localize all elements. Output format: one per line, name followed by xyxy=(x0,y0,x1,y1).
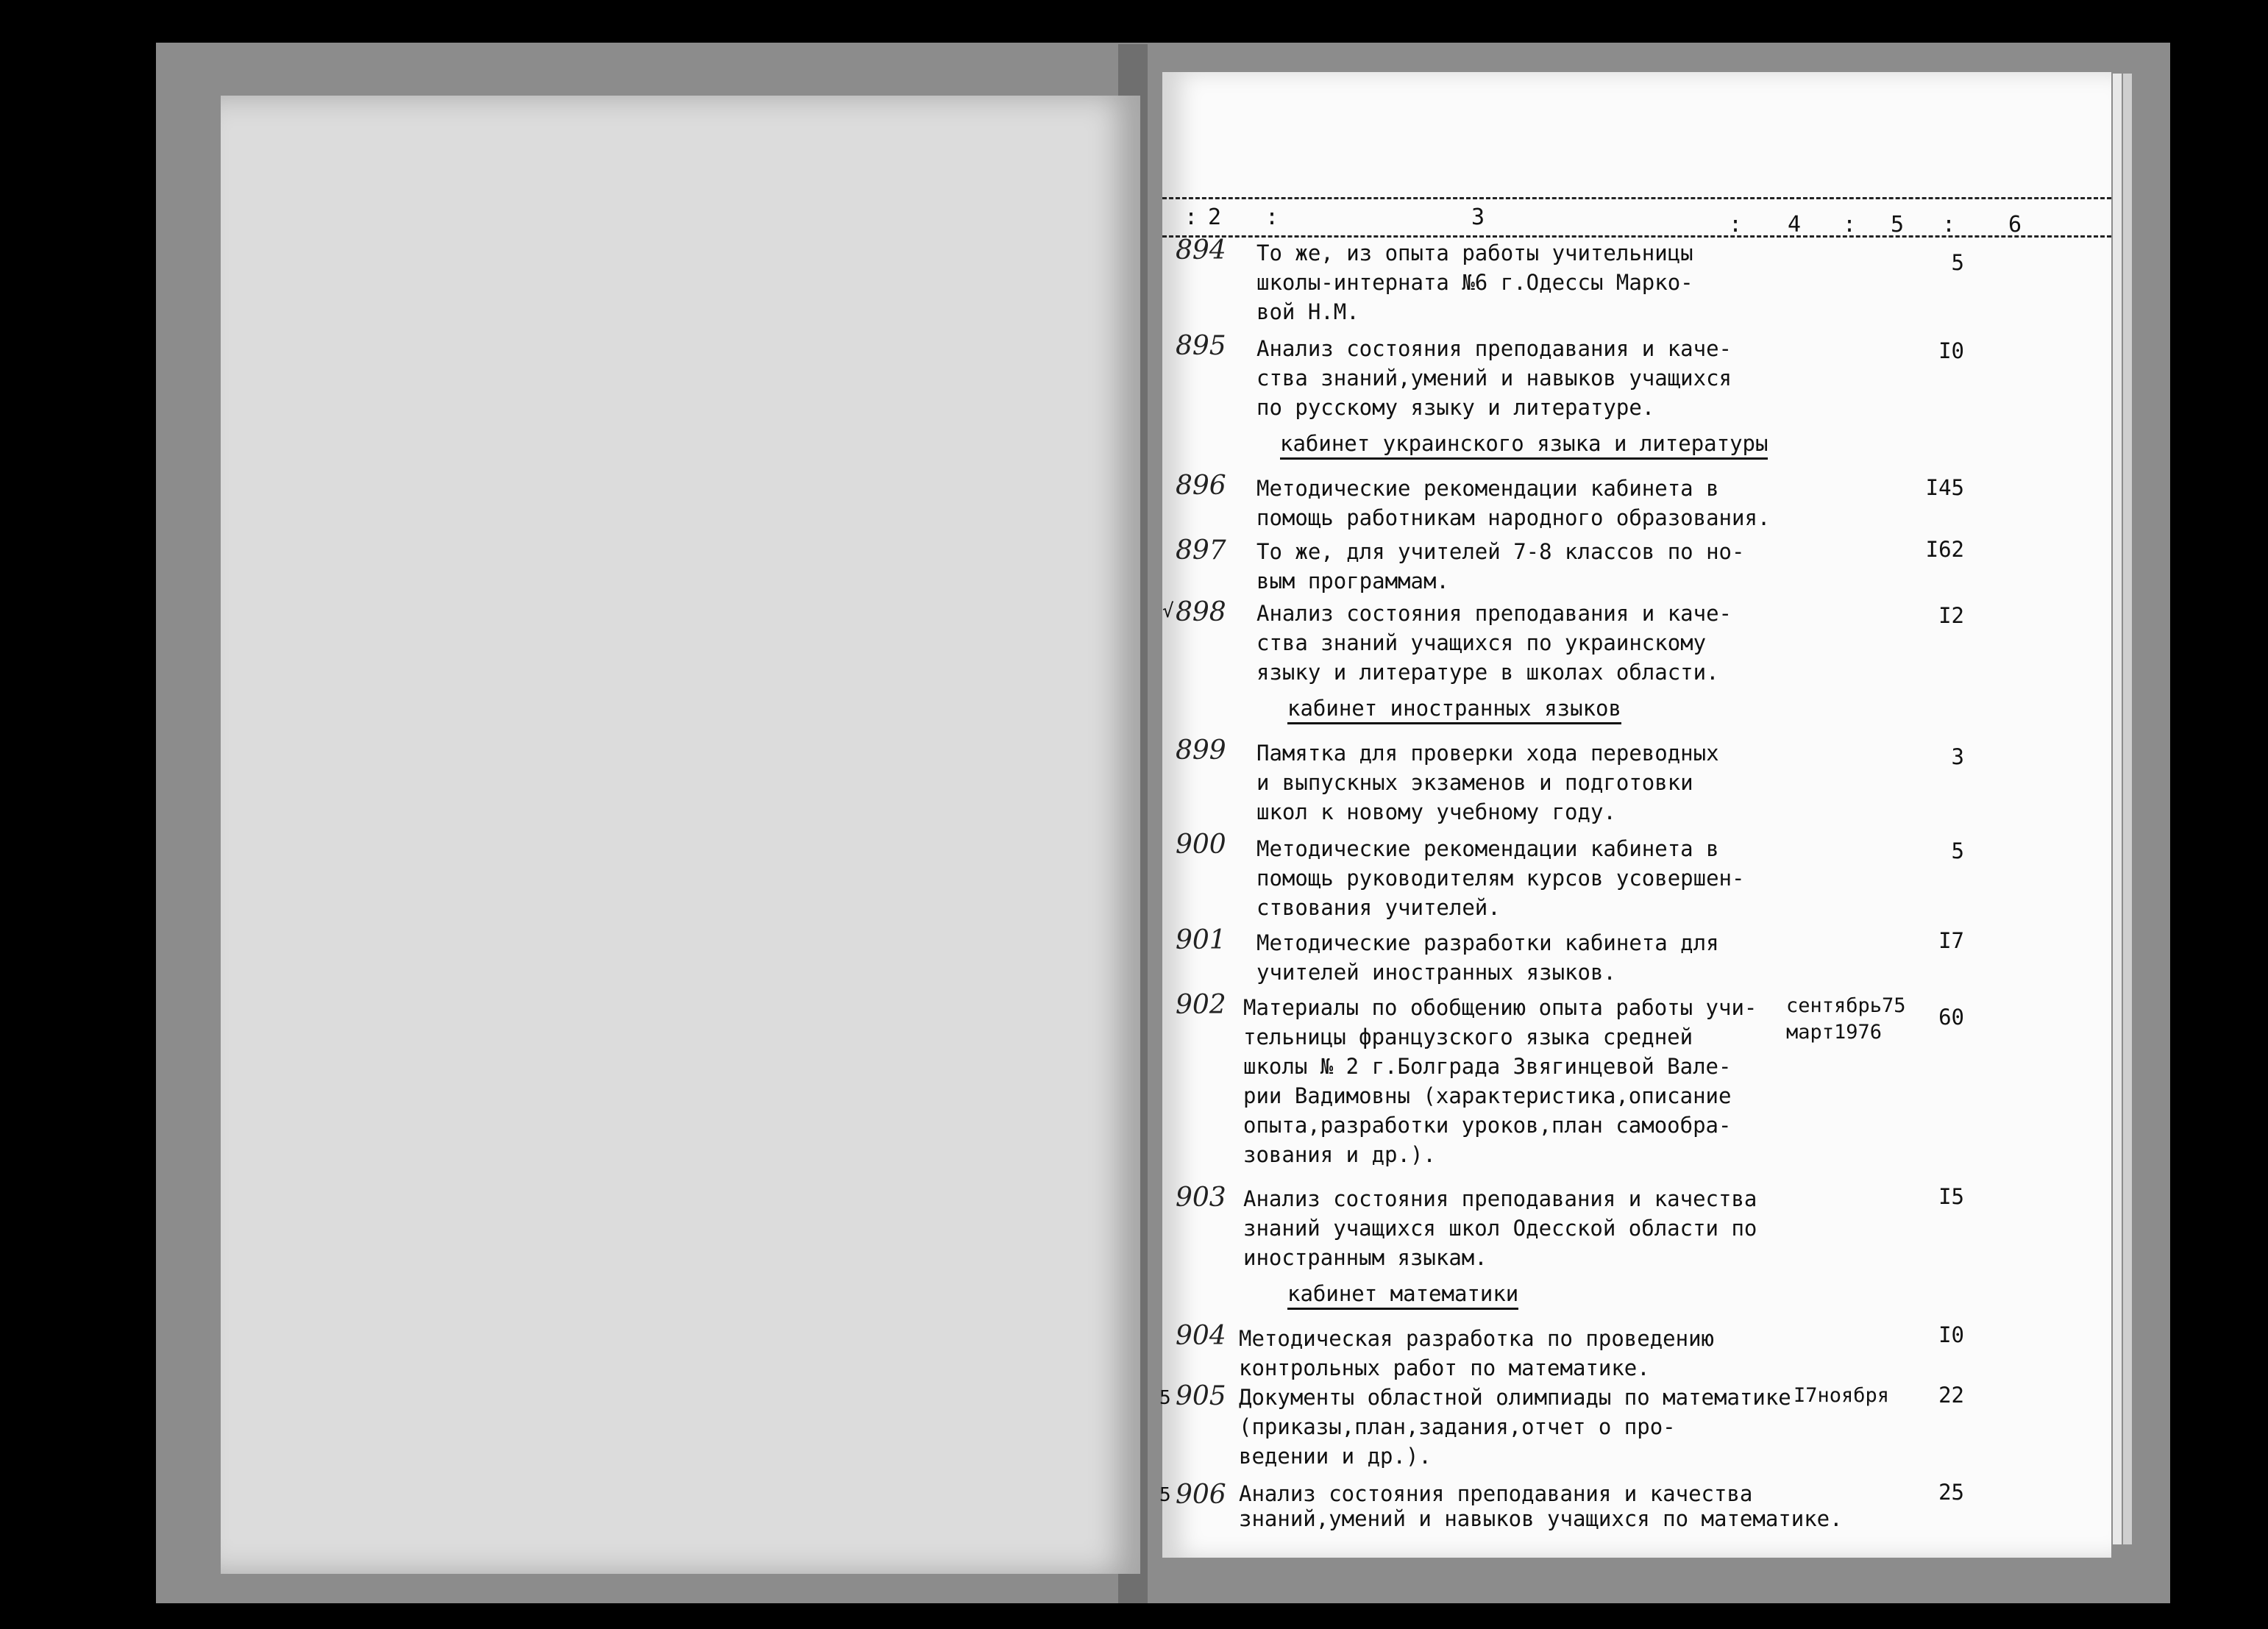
col-sep: : xyxy=(1265,204,1279,230)
section-heading: кабинет математики xyxy=(1287,1281,1518,1310)
margin-mark: 5 xyxy=(1159,1484,1171,1506)
entry-text: Анализ состояния преподавания и каче- ства знаний учащихся по украинскому языку и литературе в школах области. xyxy=(1256,601,1732,685)
entry-number: 901 xyxy=(1176,925,1226,955)
entry-date: I7ноября xyxy=(1794,1384,1890,1407)
entry-text: Методические рекомендации кабинета в помощь работникам народного образования. xyxy=(1256,476,1771,530)
entry-sheets: 3 xyxy=(1951,744,1964,769)
header-rule-top xyxy=(1162,197,2111,199)
col-2-head: 2 xyxy=(1208,204,1222,230)
entry-sheets: I2 xyxy=(1938,603,1964,628)
entry-sheets: I45 xyxy=(1925,475,1964,500)
entry-text: Документы областной олимпиады по математике (приказы,план,задания,отчет о про- ведении и др.). xyxy=(1239,1385,1791,1469)
page-edge xyxy=(2113,74,2122,1544)
entry-number: 897 xyxy=(1176,535,1226,566)
entry-text: Материалы по обобщению опыта работы учи- тельницы французского языка средней школы № 2 г.Болграда Звягинцевой Вале- рии Вадимовны (характеристика,описание опыта,разработки уроков,план самообра- зования и др.). xyxy=(1243,995,1757,1167)
entry-sheets: I62 xyxy=(1925,537,1964,562)
entry-number: 896 xyxy=(1176,471,1226,501)
entry-number: 906 xyxy=(1176,1480,1226,1510)
entry-sheets: I0 xyxy=(1938,1322,1964,1347)
col-sep: : xyxy=(1184,204,1198,230)
header-rule-bottom xyxy=(1162,235,2111,238)
col-sep: : xyxy=(1942,212,1956,238)
left-page-bleed-through xyxy=(221,96,1140,1574)
entry-sheets: I7 xyxy=(1938,928,1964,953)
col-sep: : xyxy=(1843,212,1857,238)
col-3-head: 3 xyxy=(1471,204,1485,230)
entry-text: Анализ состояния преподавания и каче- ства знаний,умений и навыков учащихся по русскому языку и литературе. xyxy=(1256,336,1732,420)
page-edge xyxy=(2123,74,2132,1544)
entry-number: 900 xyxy=(1176,830,1226,860)
entry-number: 902 xyxy=(1176,990,1226,1020)
margin-mark: 5 xyxy=(1159,1387,1171,1409)
col-sep: : xyxy=(1729,212,1743,238)
entry-sheets: 60 xyxy=(1938,1005,1964,1030)
entry-text: То же, из опыта работы учительницы школы-интерната №6 г.Одессы Марко- вой Н.М. xyxy=(1256,240,1693,324)
col-4-head: 4 xyxy=(1788,212,1802,238)
entry-sheets: I5 xyxy=(1938,1184,1964,1209)
col-6-head: 6 xyxy=(2008,212,2022,238)
right-page xyxy=(1159,72,2111,1558)
entry-sheets: I0 xyxy=(1938,338,1964,363)
entry-text: Методические рекомендации кабинета в помощь руководителям курсов усовершен- ствования учителей. xyxy=(1256,836,1745,920)
col-5-head: 5 xyxy=(1891,212,1905,238)
entry-text: Методические разработки кабинета для учителей иностранных языков. xyxy=(1256,930,1719,985)
section-heading: кабинет иностранных языков xyxy=(1287,696,1621,724)
entry-text: Методическая разработка по проведению контрольных работ по математике. xyxy=(1239,1326,1715,1380)
entry-text: Памятка для проверки хода переводных и выпускных экзаменов и подготовки школ к новому учебному году. xyxy=(1256,741,1719,824)
entry-number: 894 xyxy=(1176,235,1226,265)
entry-number: 898 xyxy=(1176,597,1226,627)
entry-sheets: 5 xyxy=(1951,838,1964,863)
section-heading: кабинет украинского языка и литературы xyxy=(1280,431,1768,460)
entry-number: 903 xyxy=(1176,1183,1226,1213)
entry-sheets: 22 xyxy=(1938,1383,1964,1408)
entry-number: 895 xyxy=(1176,331,1226,361)
entry-text: Анализ состояния преподавания и качества знаний учащихся школ Одесской области по иностранным языкам. xyxy=(1243,1186,1757,1270)
entry-number: 899 xyxy=(1176,735,1226,766)
entry-sheets: 25 xyxy=(1938,1480,1964,1505)
left-page xyxy=(221,96,1140,1574)
entry-number: 904 xyxy=(1176,1321,1226,1351)
entry-number: 905 xyxy=(1176,1381,1226,1411)
entry-text: То же, для учителей 7-8 классов по но- вым программам. xyxy=(1256,539,1745,594)
margin-mark: √ xyxy=(1162,600,1174,622)
entry-date: сентябрь75 март1976 xyxy=(1786,994,1906,1044)
entry-sheets: 5 xyxy=(1951,250,1964,275)
entry-text: Анализ состояния преподавания и качества знаний,умений и навыков учащихся по математике. xyxy=(1239,1481,1843,1531)
